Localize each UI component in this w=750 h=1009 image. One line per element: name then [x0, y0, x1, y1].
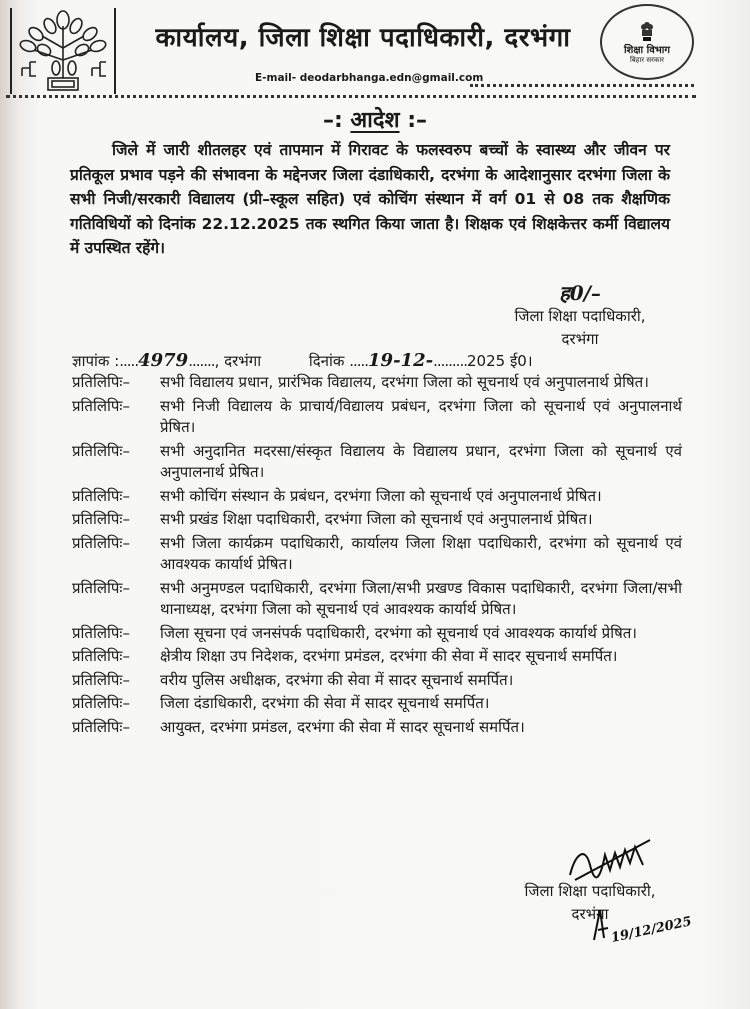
copy-label: प्रतिलिपिः–: [72, 578, 130, 597]
header-divider: [6, 95, 696, 98]
ashoka-emblem-icon: [636, 20, 658, 42]
signatory-place-2: दरभंगा: [571, 905, 609, 923]
copy-recipient-text: जिला सूचना एवं जनसंपर्क पदाधिकारी, दरभंगा को सूचनार्थ एवं आवश्यक कार्यार्थ प्रेषित।: [160, 623, 637, 642]
copy-label: प्रतिलिपिः–: [72, 373, 130, 391]
copy-recipient-text: आयुक्त, दरभंगा प्रमंडल, दरभंगा की सेवा में सादर सूचनार्थ समर्पित।: [160, 717, 525, 736]
heading-text: आदेश: [350, 108, 400, 133]
copy-item: [72, 509, 682, 531]
copy-item: [72, 646, 682, 668]
copy-item: [72, 372, 682, 394]
copy-recipient-text: सभी अनुदानित मदरसा/संस्कृत विद्यालय के विद्यालय प्रधान, दरभंगा जिला को सूचनार्थ एवं अनुपालनार्थ प्रेषित।: [160, 441, 682, 481]
copy-recipient-text: जिला दंडाधिकारी, दरभंगा की सेवा में सादर सूचनार्थ समर्पित।: [160, 694, 490, 712]
copy-recipient-text: सभी निजी विद्यालय के प्राचार्य/विद्यालय प्रबंधन, दरभंगा जिला को सूचनार्थ एवं अनुपालनार्थ प्रेषित।: [160, 396, 682, 436]
copy-label: प्रतिलिपिः–: [72, 533, 130, 552]
copy-recipient-text: क्षेत्रीय शिक्षा उप निदेशक, दरभंगा प्रमंडल, दरभंगा की सेवा में सादर सूचनार्थ समर्पित।: [160, 647, 618, 665]
copy-label: प्रतिलिपिः–: [72, 623, 130, 642]
initials-date-text: 19/12/2025: [609, 914, 694, 946]
copy-item: [72, 441, 682, 484]
order-heading: [0, 104, 750, 134]
memo-place: दरभंगा: [224, 352, 262, 370]
copy-item: [72, 693, 682, 715]
heading-suffix: :–: [407, 108, 428, 133]
copy-label: प्रतिलिपिः–: [72, 647, 130, 665]
copy-item: [72, 486, 682, 508]
copy-recipient-text: सभी अनुमण्डल पदाधिकारी, दरभंगा जिला/सभी प्रखण्ड विकास पदाधिकारी, दरभंगा जिला/सभी थानाध्यक्ष, दरभंगा जिला को सूचनार्थ एवं आवश्यक कार्यार्थ प्रेषित।: [160, 578, 682, 618]
copy-label: प्रतिलिपिः–: [72, 396, 130, 415]
copy-item: [72, 578, 682, 621]
handwritten-signature: [565, 835, 665, 885]
memo-line: ज्ञापांक :.....4979......., दरभंगा दिनांक .....19-12-.........2025 ई0।: [72, 350, 533, 371]
copy-recipient-text: सभी प्रखंड शिक्षा पदाधिकारी, दरभंगा जिला को सूचनार्थ एवं अनुपालनार्थ प्रेषित।: [160, 510, 593, 528]
copy-label: प्रतिलिपिः–: [72, 441, 130, 460]
seal-line-1: शिक्षा विभाग: [623, 44, 671, 56]
copy-item: [72, 623, 682, 645]
memo-date-label: दिनांक: [308, 352, 345, 370]
copy-label: प्रतिलिपिः–: [72, 486, 130, 505]
memo-year: 2025 ई0।: [467, 352, 533, 370]
signatory-place: दरभंगा: [561, 330, 599, 348]
copy-recipient-text: सभी जिला कार्यक्रम पदाधिकारी, कार्यालय जिला शिक्षा पदाधिकारी, दरभंगा को सूचनार्थ एवं आवश्यक कार्यार्थ प्रेषित।: [160, 533, 682, 573]
signature-block-1: [470, 282, 690, 351]
heading-prefix: –:: [322, 108, 343, 133]
copy-label: प्रतिलिपिः–: [72, 510, 130, 528]
copy-list: [72, 372, 682, 740]
copy-label: प्रतिलिपिः–: [72, 670, 130, 689]
copy-item: [72, 717, 682, 739]
copy-item: [72, 396, 682, 439]
copy-label: प्रतिलिपिः–: [72, 717, 130, 736]
order-body: जिले में जारी शीतलहर एवं तापमान में गिरावट के फलस्वरुप बच्चों के स्वास्थ्य और जीवन पर प्रतिकूल प्रभाव पड़ने की संभावना के मद्देनजर जिला दंडाधिकारी, दरभंगा के आदेशानुसार दरभंगा जिला के सभी निजी/सरकारी विद्यालय (प्री–स्कूल सहित) एवं कोचिंग संस्थान में वर्ग 01 से 08 तक शैक्षणिक गतिविधियों को दिनांक 22.12.2025 तक स्थगित किया जाता है। शिक्षक एवं शिक्षकेत्तर कर्मी विद्यालय में उपस्थित रहेंगे।: [70, 141, 670, 257]
signatory-designation: जिला शिक्षा पदाधिकारी,: [514, 307, 646, 325]
handwritten-initials-date: [590, 900, 694, 946]
signatory-designation-2: जिला शिक्षा पदाधिकारी,: [524, 882, 656, 900]
copy-item: [72, 670, 682, 692]
seal-line-2: बिहार सरकार: [629, 55, 665, 64]
copy-recipient-text: सभी विद्यालय प्रधान, प्रारंभिक विद्यालय, दरभंगा जिला को सूचनार्थ एवं अनुपालनार्थ प्रेषित।: [160, 373, 649, 391]
memo-date: 19-12-: [368, 350, 434, 371]
copy-recipient-text: वरीय पुलिस अधीक्षक, दरभंगा की सेवा में सादर सूचनार्थ समर्पित।: [160, 670, 514, 689]
memo-label: ज्ञापांक :: [72, 352, 120, 370]
office-title: कार्यालय, जिला शिक्षा पदाधिकारी, दरभंगा: [155, 23, 571, 53]
copy-recipient-text: सभी कोचिंग संस्थान के प्रबंधन, दरभंगा जिला को सूचनार्थ एवं अनुपालनार्थ प्रेषित।: [160, 486, 602, 505]
shiksha-vibhag-seal-icon: [600, 4, 694, 80]
signed-mark: ह0/–: [559, 281, 601, 305]
email-address: E-mail- deodarbhanga.edn@gmail.com: [255, 72, 484, 84]
memo-number: 4979: [138, 350, 189, 371]
copy-label: प्रतिलिपिः–: [72, 694, 130, 712]
bihar-tree-emblem-icon: [10, 8, 116, 94]
copy-item: [72, 533, 682, 576]
email-underline: [470, 84, 694, 87]
